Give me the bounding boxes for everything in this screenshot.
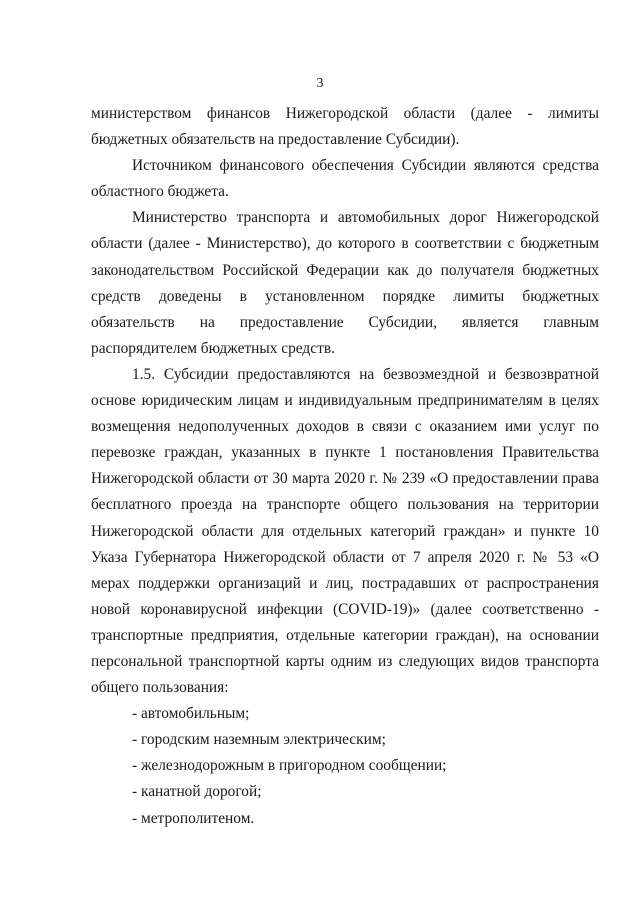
paragraph-subsidy-clause-1-5: 1.5. Субсидии предоставляются на безвозмездной и безвозвратной основе юридическим лицам и индивидуальным предпринимателям в целях возмещения недополученных доходов в связи с оказанием ими услуг по перевозке граждан, указанных в пункте 1 постановления Правительства Нижегородской области от 30 марта 2020 г. № 239 «О предоставлении права бесплатного проезда на транспорте общего пользования на территории Нижегородской области для отдельных категорий граждан» и пункте 10 Указа Губернатора Нижегородской области от 7 апреля 2020 г. № 53 «О мерах поддержки организаций и лиц, пострадавших от распространения новой коронавирусной инфекции (COVID-19)» (далее соответственно - транспортные предприятия, отдельные категории граждан), на основании персональной транспортной карты одним из следующих видов транспорта общего пользования:	[91, 365, 599, 697]
paragraph-ministry: Министерство транспорта и автомобильных дорог Нижегородской области (далее - Министерство), до которого в соответствии с бюджетным законодательством Российской Федерации как до получателя бюджетных средств доведены в установленном порядке лимиты бюджетных обязательств на предоставление Субсидии, является главным распорядителем бюджетных средств.	[91, 209, 599, 357]
paragraph-funding-source: Источником финансового обеспечения Субсидии являются средства областного бюджета.	[91, 157, 599, 201]
page-number: 3	[316, 76, 324, 91]
list-item-railway: - железнодорожным в пригородном сообщении;	[132, 757, 447, 775]
transport-types-list	[91, 701, 599, 831]
list-item-metro: - метрополитеном.	[132, 809, 255, 827]
list-item-automobile: - автомобильным;	[132, 705, 250, 723]
document-body	[91, 101, 599, 832]
list-item-electric: - городским наземным электрическим;	[132, 731, 386, 749]
list-item-cableway: - канатной дорогой;	[132, 783, 262, 801]
paragraph-budget-limits: министерством финансов Нижегородской области (далее - лимиты бюджетных обязательств на предоставление Субсидии).	[91, 105, 599, 149]
